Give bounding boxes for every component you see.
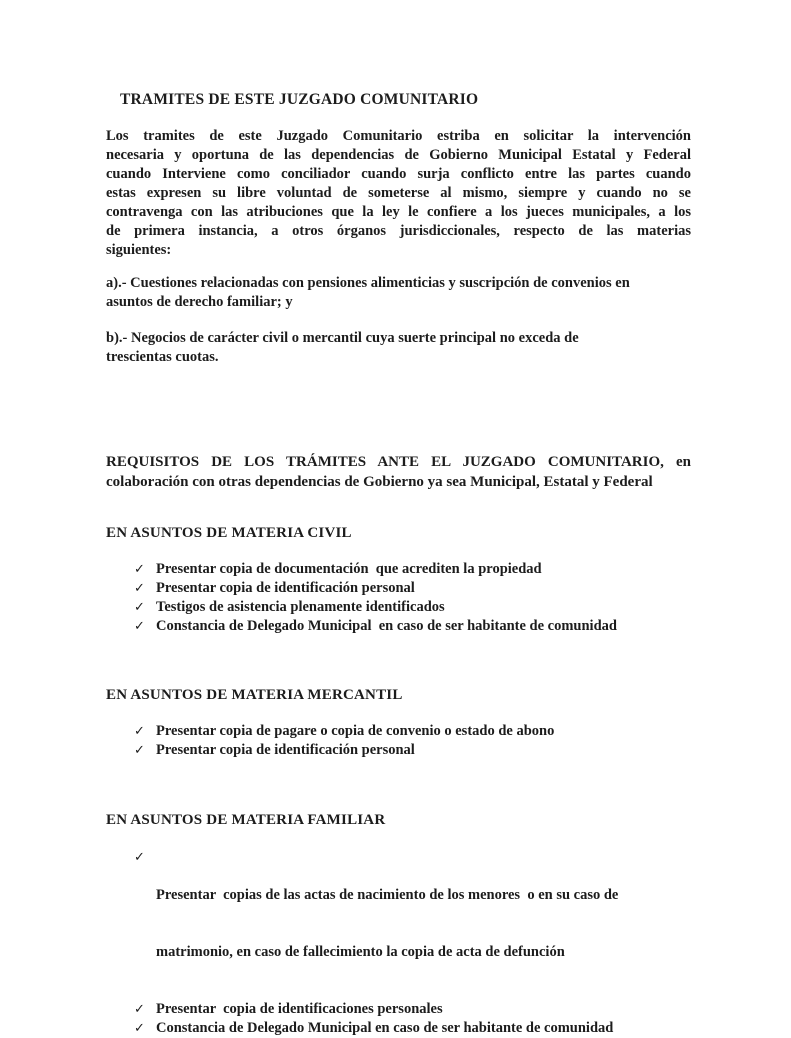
clause-b-line: b).- Negocios de carácter civil o mercantil cuya suerte principal no exceda de — [106, 330, 579, 346]
section-heading-mercantil: EN ASUNTOS DE MATERIA MERCANTIL — [106, 687, 403, 703]
intro-line: contravenga con las atribuciones que la ley le confiere a los jueces municipales, a los — [106, 204, 691, 220]
requisitos-heading-line: colaboración con otras dependencias de Gobierno ya sea Municipal, Estatal y Federal — [106, 474, 653, 490]
check-item-text — [156, 848, 691, 1000]
check-item — [134, 579, 691, 598]
check-item-text: Presentar copia de identificaciones personales — [156, 1001, 443, 1017]
intro-line: estas expresen su libre voluntad de someterse al mismo, siempre y cuando no se — [106, 185, 691, 201]
check-item-text: Presentar copia de identificación personal — [156, 742, 415, 758]
checkmark-icon: ✓ — [134, 724, 145, 739]
checkmark-icon: ✓ — [134, 600, 145, 615]
page-title: TRAMITES DE ESTE JUZGADO COMUNITARIO — [120, 91, 479, 108]
checklist-civil — [106, 560, 691, 636]
check-item-text: Testigos de asistencia plenamente identificados — [156, 599, 445, 615]
intro-line: cuando Interviene como conciliador cuando surja conflicto entre las partes cuando — [106, 166, 691, 182]
intro-line: necesaria y oportuna de las dependencias de Gobierno Municipal Estatal y Federal — [106, 147, 691, 163]
clause-b-line: trescientas cuotas. — [106, 349, 219, 365]
requisitos-heading-line: REQUISITOS DE LOS TRÁMITES ANTE EL JUZGADO COMUNITARIO, en — [106, 454, 691, 470]
check-item-text: Constancia de Delegado Municipal en caso de ser habitante de comunidad — [156, 618, 617, 634]
clause-a-line: a).- Cuestiones relacionadas con pensiones alimenticias y suscripción de convenios en — [106, 275, 630, 291]
section-heading-civil: EN ASUNTOS DE MATERIA CIVIL — [106, 525, 352, 541]
checkmark-icon: ✓ — [134, 1002, 145, 1017]
check-item — [134, 560, 691, 579]
check-item — [134, 1000, 691, 1019]
check-item — [134, 848, 691, 1000]
check-item-line: Presentar copias de las actas de nacimiento de los menores o en su caso de — [156, 887, 619, 903]
checklist-familiar — [106, 848, 691, 1038]
intro-line: siguientes: — [106, 242, 172, 258]
check-item-line: matrimonio, en caso de fallecimiento la copia de acta de defunción — [156, 944, 565, 960]
check-item-text: Presentar copia de pagare o copia de convenio o estado de abono — [156, 723, 555, 739]
check-item-text: Presentar copia de documentación que acrediten la propiedad — [156, 561, 542, 577]
checkmark-icon: ✓ — [134, 619, 145, 634]
checkmark-icon: ✓ — [134, 581, 145, 596]
checkmark-icon: ✓ — [134, 562, 145, 577]
check-item — [134, 617, 691, 636]
checkmark-icon: ✓ — [134, 850, 145, 865]
check-item — [134, 598, 691, 617]
check-item — [134, 741, 691, 760]
checkmark-icon: ✓ — [134, 1021, 145, 1036]
checkmark-icon: ✓ — [134, 743, 145, 758]
clause-b — [106, 329, 691, 367]
check-item — [134, 1019, 691, 1038]
clause-a-line: asuntos de derecho familiar; y — [106, 294, 293, 310]
requisitos-heading — [106, 452, 691, 492]
intro-line: de primera instancia, a otros órganos jurisdiccionales, respecto de las materias — [106, 223, 691, 239]
intro-paragraph — [106, 127, 691, 260]
check-item-text: Constancia de Delegado Municipal en caso de ser habitante de comunidad — [156, 1020, 614, 1036]
intro-line: Los tramites de este Juzgado Comunitario estriba en solicitar la intervención — [106, 128, 691, 144]
check-item — [134, 722, 691, 741]
check-item-text: Presentar copia de identificación personal — [156, 580, 415, 596]
clause-a — [106, 274, 691, 312]
section-heading-familiar: EN ASUNTOS DE MATERIA FAMILIAR — [106, 812, 386, 828]
checklist-mercantil — [106, 722, 691, 760]
